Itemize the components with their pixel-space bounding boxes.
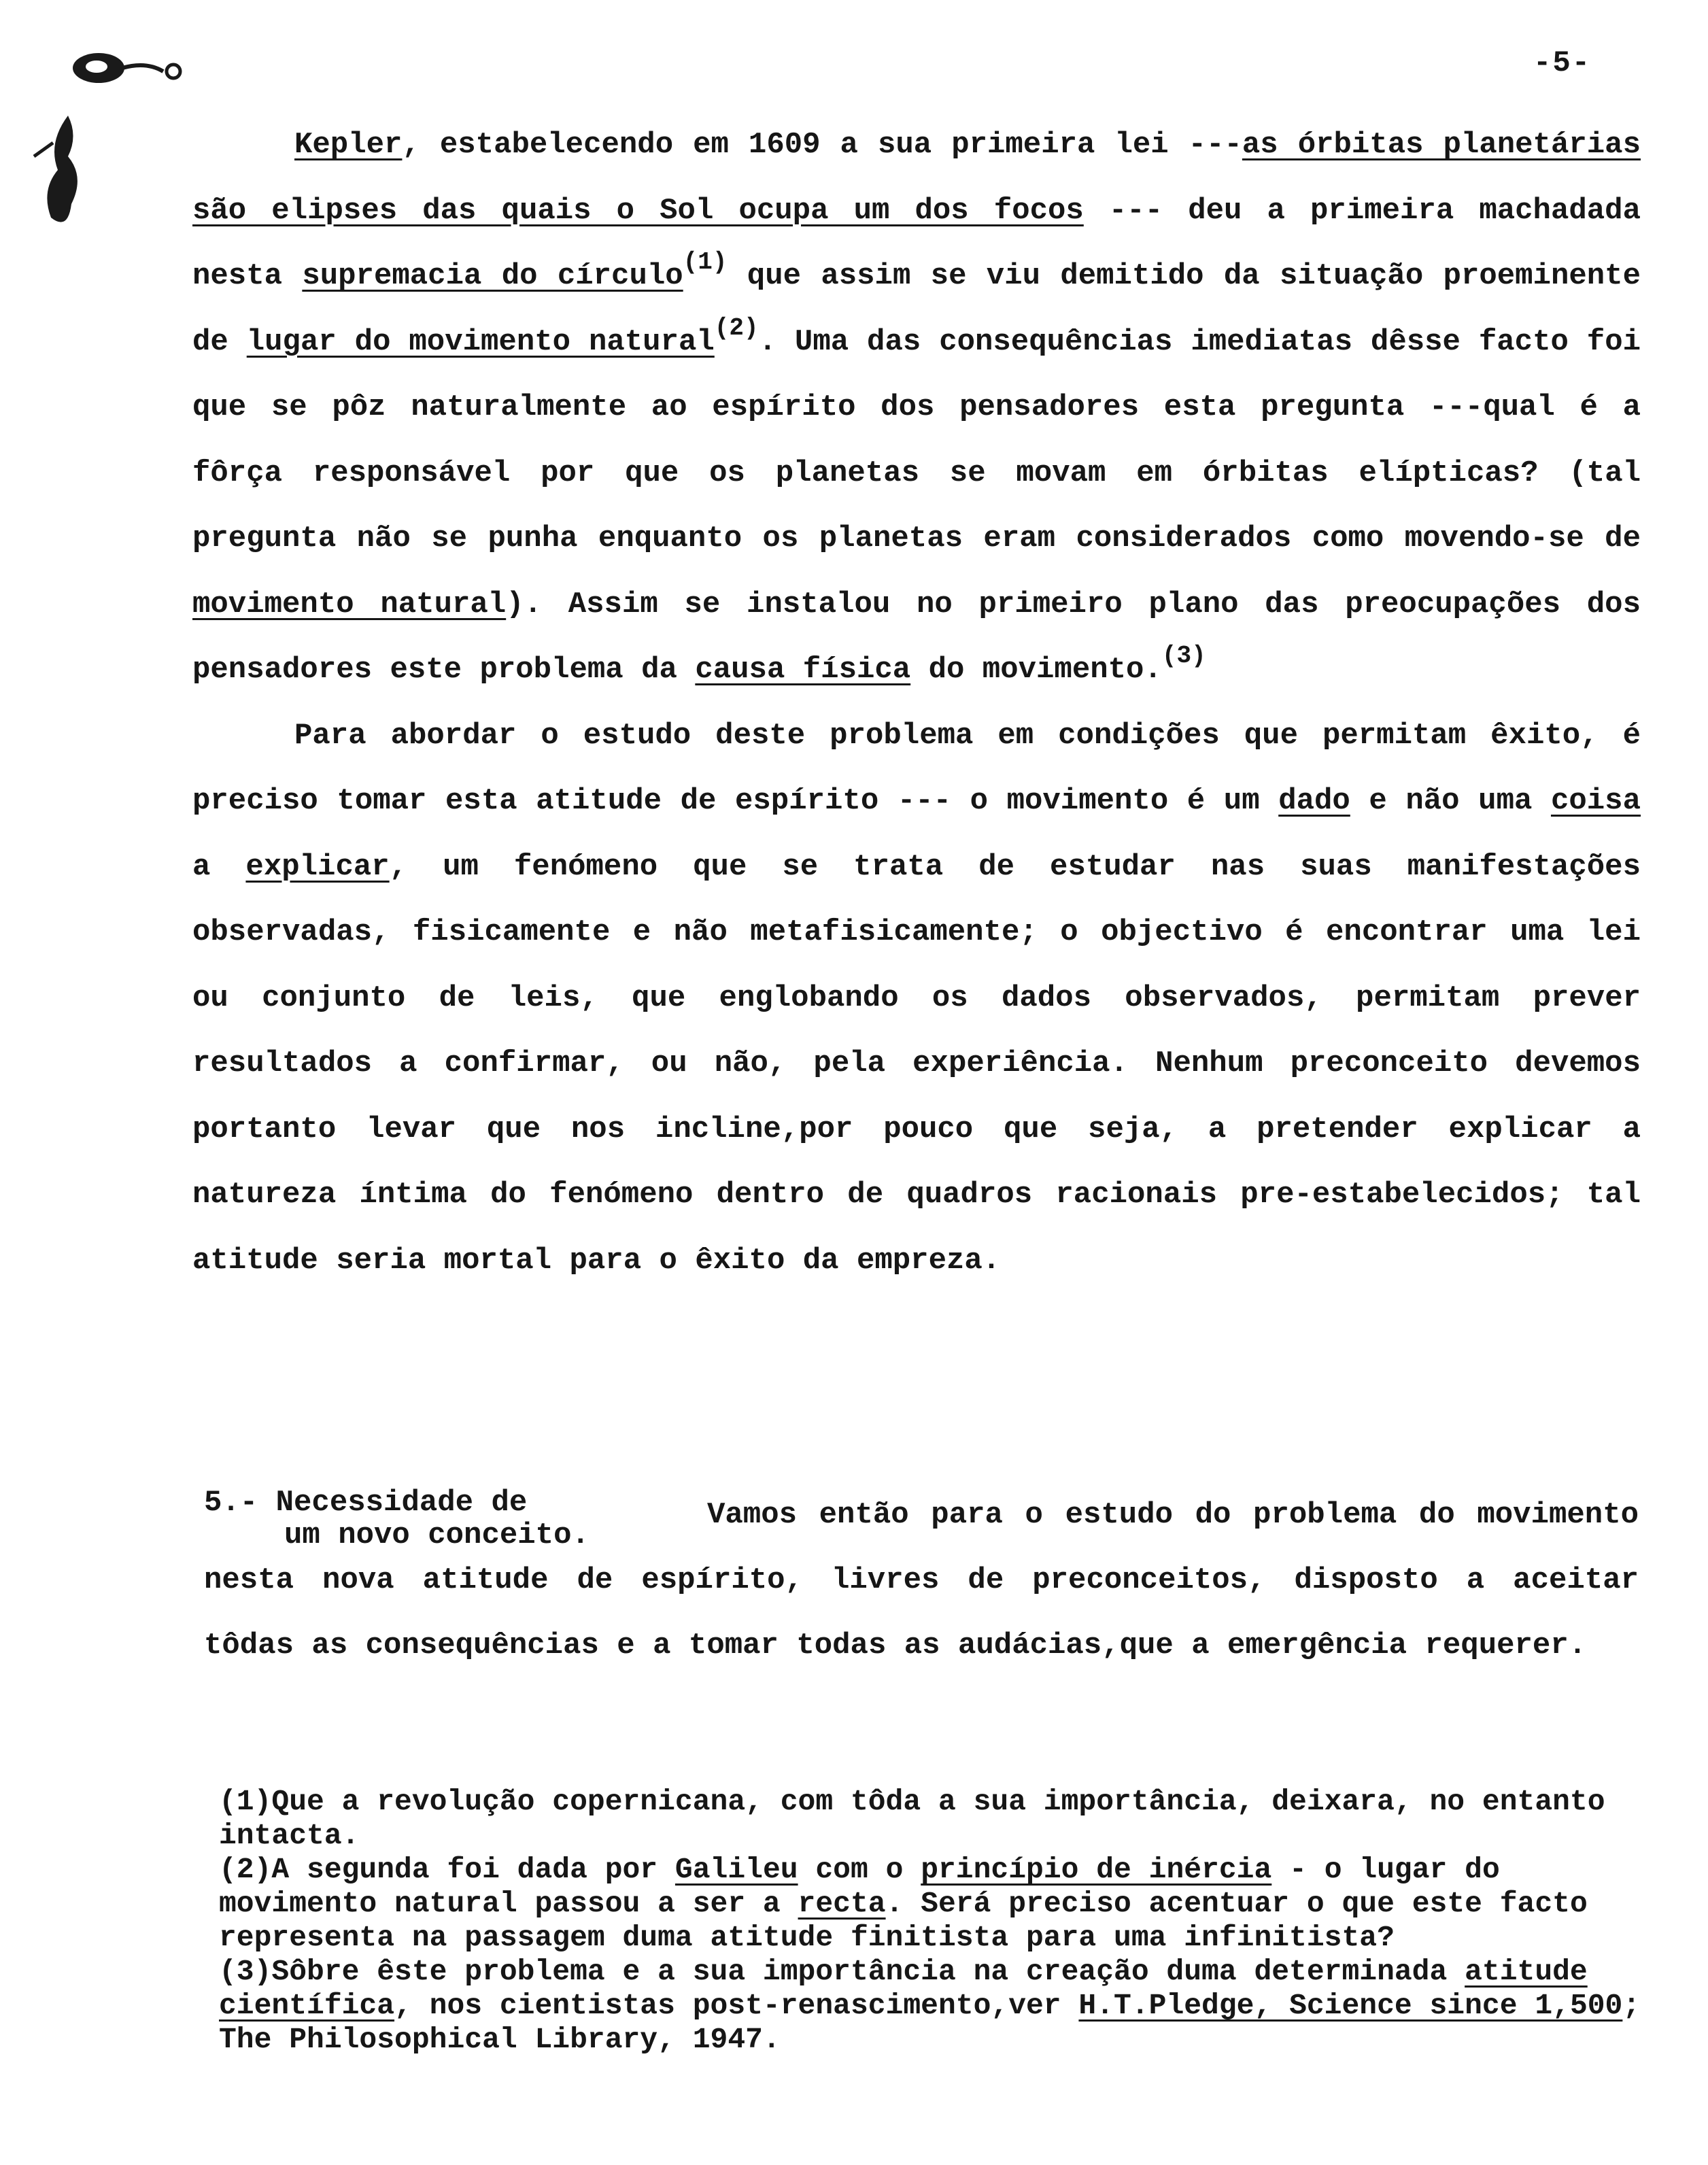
text-run: , nos cientistas post-renascimento,ver: [394, 1989, 1079, 2022]
text-run: ). Assim se instalou no primeiro plano das preocupações dos pensadores este problema da: [192, 587, 1641, 687]
footnote-ref-1: (1): [683, 248, 728, 276]
text-run: do movimento.: [910, 653, 1162, 687]
underlined-term: atitude científica: [219, 1955, 1588, 2022]
section-5: [204, 1482, 1639, 1678]
section-heading-line: um novo conceito.: [284, 1518, 590, 1552]
footnotes: [219, 1785, 1643, 2057]
underlined-term: recta: [798, 1887, 886, 1920]
text-run: (2)A segunda foi dada por: [219, 1853, 675, 1886]
section-text: Vamos então para o estudo do problema do movimento nesta nova atitude de espírito, livres de preconceitos, disposto a aceitar tôdas as consequências e a tomar todas as audácias,que a emergência requerer.: [204, 1498, 1639, 1663]
text-run: , estabelecendo em 1609 a sua primeira lei ---: [402, 128, 1242, 162]
text-run: (3)Sôbre êste problema e a sua importância na creação duma determinada: [219, 1955, 1465, 1988]
text-run: --- deu a primeira machadada nesta: [192, 193, 1641, 293]
underlined-term: as órbitas planetárias são elipses das quais o Sol ocupa um dos focos: [192, 128, 1641, 228]
text-run: , um fenómeno que se trata de estudar nas suas manifestações observadas, fisicamente e não metafisicamente; o objectivo é encontrar uma lei ou conjunto de leis, que englobando os dados observados, permitam prever resultados a confirmar, ou não, pela experiência. Nenhum preconceito devemos portanto levar que nos incline,por pouco que seja, a pretender explicar a natureza íntima do fenómeno dentro de quadros racionais pre-estabelecidos; tal atitude seria mortal para o êxito da empreza.: [192, 849, 1641, 1278]
underlined-term: lugar do movimento natural: [246, 324, 715, 359]
underlined-term: coisa: [1550, 784, 1641, 818]
underlined-term: supremacia do círculo: [302, 259, 683, 293]
underlined-term: princípio de inércia: [921, 1853, 1272, 1886]
text-run: - o lugar do movimento natural passou a ser a: [219, 1853, 1500, 1920]
underlined-term: explicar: [245, 849, 390, 884]
text-run: . Uma das consequências imediatas dêsse facto foi que se pôz naturalmente ao espírito dos pensadores esta pregunta ---qual é a fôrça responsável por que os planetas se movam em órbitas elípticas? (tal pregunta não se punha enquanto os planetas eram considerados como movendo-se de: [192, 324, 1641, 556]
paragraph-abordar: [192, 703, 1641, 1294]
main-text: [192, 112, 1641, 1293]
page-number: -5-: [1533, 46, 1592, 80]
underlined-term: dado: [1278, 784, 1350, 818]
text-run: que assim se viu demitido da situação proeminente de: [192, 259, 1641, 359]
paragraph-kepler: [192, 112, 1641, 703]
text-run: a: [192, 849, 246, 884]
ink-sketch-icon: [20, 41, 197, 245]
section-heading-line: 5.- Necessidade de: [204, 1486, 528, 1520]
text-run: e não uma: [1350, 784, 1551, 818]
text-run: ; The Philosophical Library, 1947.: [219, 1989, 1641, 2056]
footnote-1: (1)Que a revolução copernicana, com tôda a sua importância, deixara, no entanto intacta.: [219, 1785, 1605, 1852]
text-run: com o: [798, 1853, 921, 1886]
section-heading: [204, 1486, 680, 1552]
footnote-ref-2: (2): [714, 313, 759, 342]
footnote-ref-3: (3): [1161, 642, 1206, 670]
footnote-3: [219, 1955, 1643, 2057]
text-run: . Será preciso acentuar o que este facto representa na passagem duma atitude finitista para uma infinitista?: [219, 1887, 1588, 1954]
underlined-term: Kepler: [294, 128, 403, 162]
text-run: Para abordar o estudo deste problema em condições que permitam êxito, é preciso tomar esta atitude de espírito --- o movimento é um: [192, 718, 1641, 818]
underlined-term: movimento natural: [192, 587, 507, 621]
underlined-term: H.T.Pledge, Science since 1,500: [1078, 1989, 1623, 2022]
footnote-2: [219, 1853, 1643, 1955]
underlined-term: Galileu: [674, 1853, 798, 1886]
underlined-term: causa física: [695, 653, 911, 687]
